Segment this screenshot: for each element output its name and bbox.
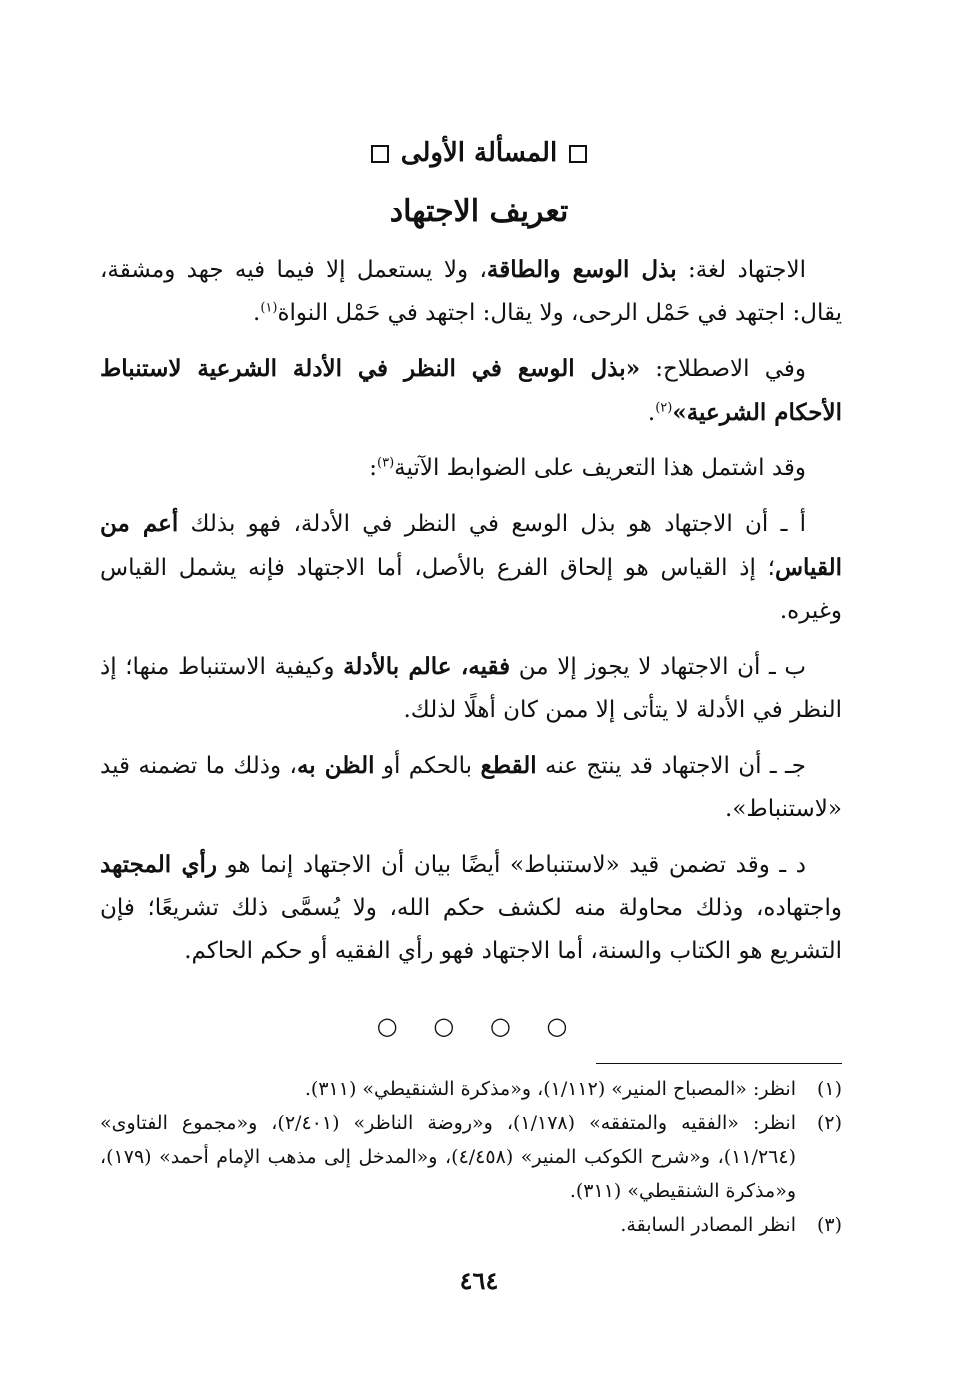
paragraph-criterion-b	[100, 645, 842, 732]
footnote-ref: (٢)	[655, 400, 673, 416]
bold-term: «بذل الوسع في النظر في الأدلة الشرعية لاستنباط الأحكام الشرعية»	[100, 355, 842, 426]
footnote-item	[100, 1106, 842, 1208]
text-run: بالحكم أو	[374, 753, 481, 779]
footnote-number: (٣)	[816, 1214, 842, 1236]
page-number: ٤٦٤	[459, 1266, 499, 1295]
bold-term: رأي المجتهد	[100, 851, 217, 878]
text-run: وقد اشتمل هذا التعريف على الضوابط الآتية	[394, 455, 806, 481]
footnote-ref: (٣)	[377, 455, 395, 471]
text-run: وكيفية الاستنباط منها؛ إذ النظر في الأدلة لا يتأتى إلا ممن كان أهلًا لذلك.	[100, 654, 842, 723]
section-divider: ○ ○ ○ ○	[376, 1012, 582, 1040]
text-run: ، وذلك ما تضمنه قيد «لاستنباط».	[100, 753, 842, 822]
text-run: .	[253, 300, 261, 326]
bold-term: فقيه، عالم بالأدلة	[343, 653, 511, 680]
footnote-ref: (١)	[260, 300, 278, 316]
bold-term: أعم من القياس	[100, 510, 842, 581]
bold-term: الظن به	[296, 752, 375, 779]
bold-term: بذل الوسع والطاقة	[486, 256, 677, 283]
footnote-rule	[596, 1063, 842, 1064]
footnote-text: انظر: «الفقيه والمتفقه» (١/١٧٨)، و«روضة الناظر» (٢/٤٠١)، و«مجموع الفتاوى» (١١/٢٦٤)، و«شرح الكوكب المنير» (٤/٤٥٨)، و«المدخل إلى مذهب الإمام أحمد» (١٧٩)، و«مذكرة الشنقيطي» (٣١١).	[100, 1112, 796, 1202]
text-run: الاجتهاد لغة:	[676, 257, 806, 283]
text-run: أ ـ أن الاجتهاد هو بذل الوسع في النظر في الأدلة، فهو بذلك	[178, 511, 806, 537]
text-run: ب ـ أن الاجتهاد لا يجوز إلا من	[510, 654, 806, 680]
bold-term: القطع	[480, 752, 537, 779]
paragraph-criteria-intro	[100, 447, 842, 490]
footnote-number: (١)	[816, 1078, 842, 1100]
text-run: :	[369, 455, 378, 481]
text-run: د ـ وقد تضمن قيد «لاستنباط» أيضًا بيان أن الاجتهاد إنما هو	[216, 852, 806, 878]
page-title: تعريف الاجتهاد	[389, 194, 569, 229]
section-label: المسألة الأولى	[400, 138, 558, 168]
section-heading	[0, 138, 958, 168]
body-text	[100, 248, 842, 985]
text-run: وفي الاصطلاح:	[640, 356, 807, 382]
square-bullet-icon	[569, 145, 587, 163]
footnotes	[100, 1072, 842, 1242]
footnote-item	[100, 1072, 842, 1106]
paragraph-linguistic-definition	[100, 248, 842, 335]
text-run: ، ولا يستعمل إلا فيما فيه جهد ومشقة، يقال: اجتهد في حَمْل الرحى، ولا يقال: اجتهد في حَمْل النواة	[100, 257, 842, 326]
text-run: واجتهاده، وذلك محاولة منه لكشف حكم الله، ولا يُسمَّى ذلك تشريعًا؛ فإن التشريع هو الكتاب والسنة، أما الاجتهاد فهو رأي الفقيه أو حكم الحاكم.	[100, 895, 842, 964]
text-run: ؛ إذ القياس هو إلحاق الفرع بالأصل، أما الاجتهاد فإنه يشمل القياس وغيره.	[100, 555, 842, 624]
text-run: جـ ـ أن الاجتهاد قد ينتج عنه	[536, 753, 806, 779]
paragraph-criterion-d	[100, 843, 842, 973]
paragraph-technical-definition	[100, 347, 842, 435]
footnote-text: انظر المصادر السابقة.	[620, 1214, 796, 1236]
paragraph-criterion-c	[100, 744, 842, 831]
footnote-number: (٢)	[816, 1112, 842, 1134]
footnote-item	[100, 1208, 842, 1242]
footnote-text: انظر: «المصباح المنير» (١/١١٢)، و«مذكرة الشنقيطي» (٣١١).	[304, 1078, 796, 1100]
square-bullet-icon	[371, 145, 389, 163]
text-run: .	[647, 400, 656, 426]
paragraph-criterion-a	[100, 502, 842, 633]
